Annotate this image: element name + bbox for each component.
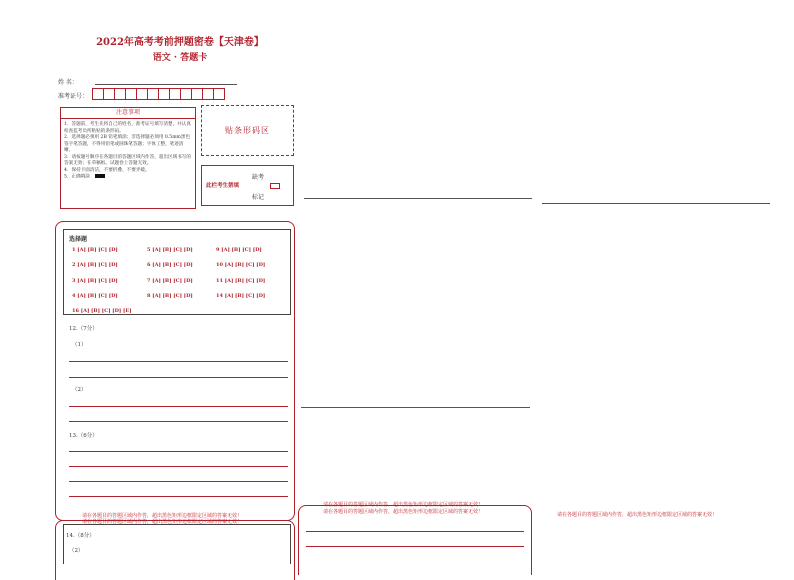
q14-part2-label: （2）: [69, 548, 84, 554]
warning-text-left-repeat: 请在各题目的答题区域内作答，超出黑色矩形边框限定区域的答案无效！: [82, 519, 243, 525]
notice-item: [61, 174, 195, 181]
absent-box: [201, 165, 294, 206]
absent-line2: 此栏考生禁填: [206, 183, 240, 189]
warning-text-mid: 请在各题目的答题区域内作答，超出黑色矩形边框限定区域的答案无效！: [323, 509, 484, 515]
warning-text-mid: 请在各题目的答题区域内作答，超出黑色矩形边框限定区域的答案无效！: [323, 502, 484, 508]
answer-line[interactable]: [69, 466, 288, 467]
notice-item: 4．保持卡面清洁，不要折叠、不要弄破。: [64, 167, 150, 173]
notice-item: 1．答题前，考生先将自己的姓名，准考证号填写清楚，并认真检查监考员所粘贴的条形码。: [64, 122, 191, 134]
answer-line[interactable]: [69, 451, 288, 452]
q13-label: 13.（6分）: [69, 433, 98, 439]
notice-title: 注意事项: [61, 108, 195, 119]
answer-line[interactable]: [306, 531, 524, 532]
warning-text-right: 请在各题目的答题区域内作答，超出黑色矩形边框限定区域的答案无效！: [557, 512, 718, 518]
barcode-label: 贴条形码区: [225, 126, 270, 135]
name-label: 姓 名：: [58, 79, 78, 86]
choice-row[interactable]: 8 [A] [B] [C] [D]: [147, 293, 193, 299]
notice-item: 2．选择题必须用 2B 铅笔填涂；非选择题必须用 0.5mm黑色签字笔答题，不得用铅笔或圆珠笔答题；字体工整，笔迹清晰。: [64, 135, 191, 153]
absent-line1: 缺考: [252, 174, 265, 181]
choice-section: [63, 229, 291, 315]
choice-row[interactable]: 1 [A] [B] [C] [D]: [72, 247, 118, 253]
notice-item-label: 5．正确填涂: [64, 174, 90, 180]
q14-section: [63, 524, 291, 564]
barcode-area: [201, 105, 294, 156]
answer-line[interactable]: [69, 377, 288, 378]
choice-row[interactable]: 5 [A] [B] [C] [D]: [147, 247, 193, 253]
answer-line[interactable]: [69, 496, 288, 497]
absent-line3: 标记: [252, 194, 265, 201]
choice-row[interactable]: 2 [A] [B] [C] [D]: [72, 262, 118, 268]
warning-text-left: 请在各题目的答题区域内作答，超出黑色矩形边框限定区域的答案无效！: [82, 513, 243, 519]
choice-row[interactable]: 3 [A] [B] [C] [D]: [72, 278, 118, 284]
answer-line[interactable]: [69, 406, 288, 407]
id-boxes[interactable]: [92, 88, 224, 100]
fill-sample-icon: [95, 174, 105, 178]
q14-label: 14.（8分）: [66, 533, 95, 539]
choice-row[interactable]: 10 [A] [B] [C] [D]: [216, 262, 266, 268]
answer-line[interactable]: [69, 481, 288, 482]
q12-part2-label: （2）: [72, 387, 87, 393]
answer-line[interactable]: [306, 546, 524, 547]
choice-row[interactable]: 4 [A] [B] [C] [D]: [72, 293, 118, 299]
card-subtitle: 语文 · 答题卡: [152, 53, 208, 63]
answer-line[interactable]: [69, 361, 288, 362]
right-top-line: [542, 203, 770, 204]
choice-title: 选择题: [69, 236, 88, 243]
notice-box: [60, 107, 196, 209]
answer-line[interactable]: [69, 421, 288, 422]
notice-item: 3．请按题号顺序在各题目的答题区域内作答，超出区域书写的答案无效；在草稿纸、试题卷上答题无效。: [64, 154, 191, 166]
q12-label: 12.（7分）: [69, 326, 98, 332]
choice-row[interactable]: 11 [A] [B] [C] [D]: [216, 278, 266, 284]
absent-checkbox[interactable]: [270, 183, 280, 189]
choice-row[interactable]: 14 [A] [B] [C] [D]: [216, 293, 266, 299]
card-title: 2022年高考考前押题密卷【天津卷】: [96, 37, 264, 48]
choice-row[interactable]: 6 [A] [B] [C] [D]: [147, 262, 193, 268]
choice-row[interactable]: 9 [A] [B] [C] [D]: [216, 247, 262, 253]
mid-divider-line: [301, 407, 530, 408]
choice-row[interactable]: 16 [A] [B] [C] [D] [E]: [72, 308, 132, 314]
name-field[interactable]: [95, 84, 237, 85]
mid-top-line: [304, 198, 532, 199]
choice-row[interactable]: 7 [A] [B] [C] [D]: [147, 278, 193, 284]
answer-panel-mid: [298, 505, 532, 575]
id-label: 准考证号：: [58, 93, 89, 100]
q12-part1-label: （1）: [72, 342, 87, 348]
